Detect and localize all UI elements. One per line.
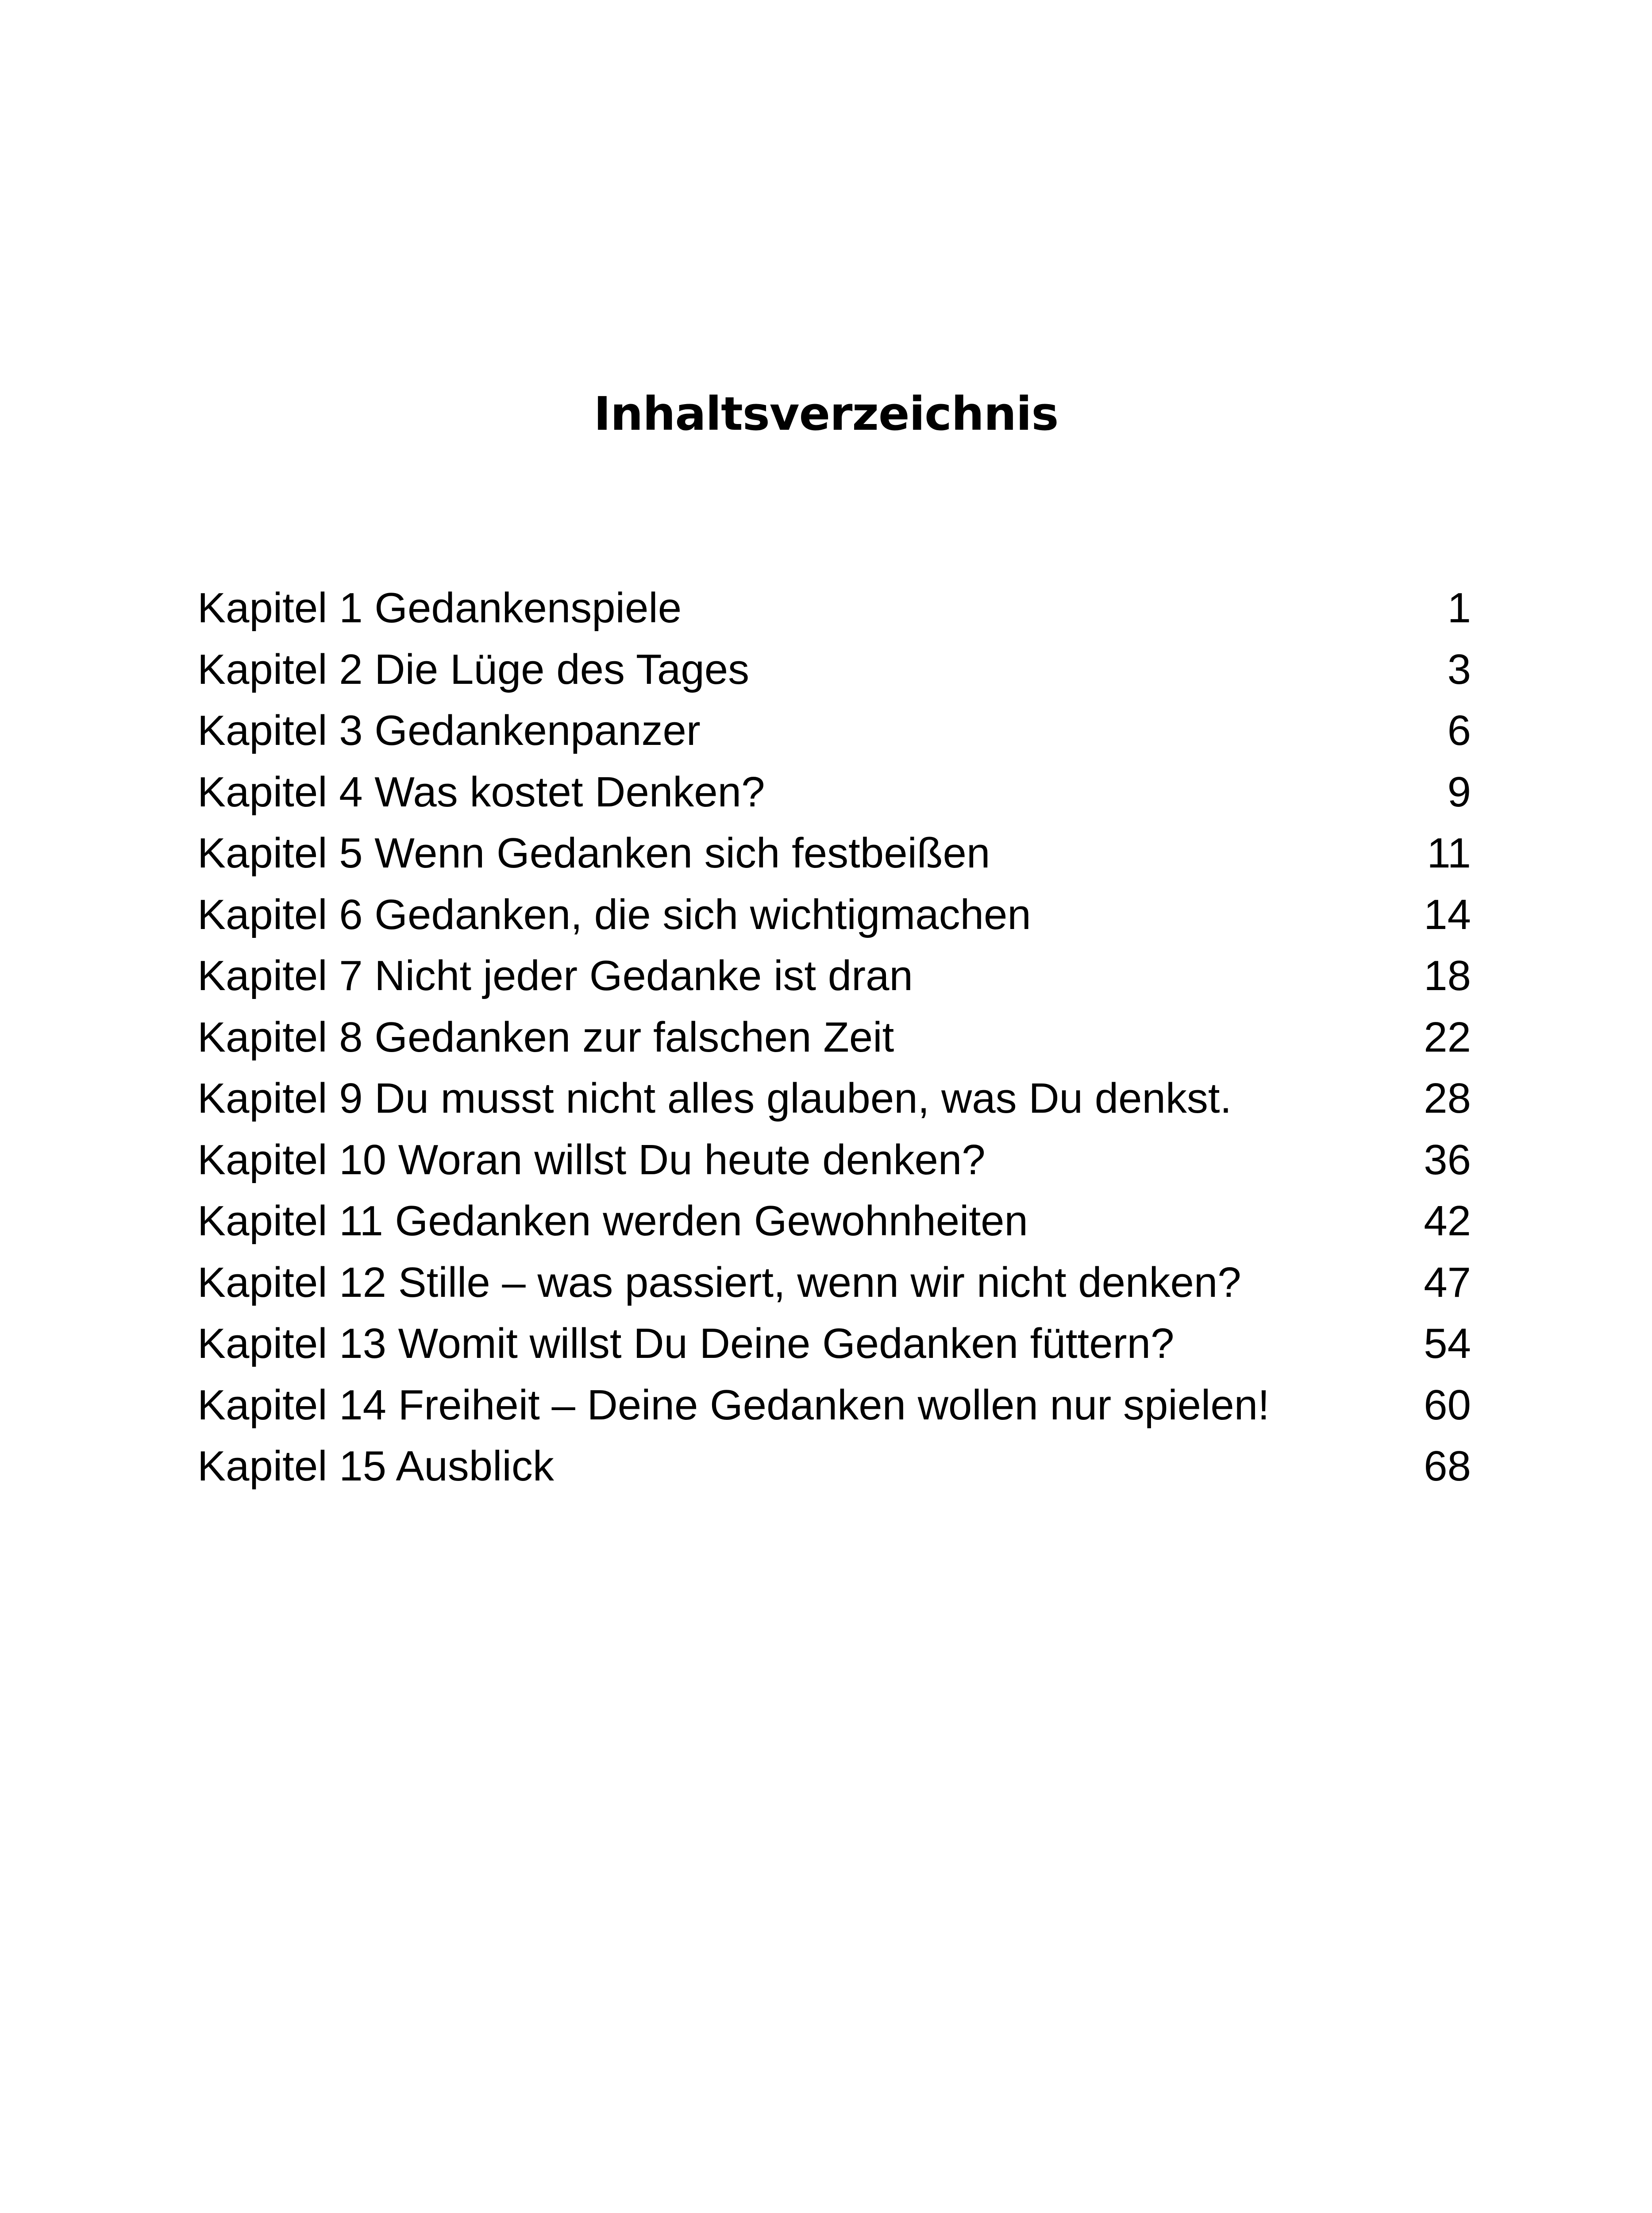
- toc-entry: [197, 1007, 1471, 1068]
- toc-entry-page-number: 18: [1424, 952, 1471, 999]
- toc-entry: [197, 762, 1471, 823]
- toc-entry: [197, 1252, 1471, 1314]
- toc-entry-label: Kapitel 5 Wenn Gedanken sich festbeißen: [197, 829, 990, 877]
- toc-entry-page-number: 6: [1447, 707, 1471, 754]
- toc-entry: [197, 1068, 1471, 1130]
- toc-entry-page-number: 60: [1424, 1381, 1471, 1429]
- toc-entry-label: Kapitel 4 Was kostet Denken?: [197, 768, 765, 816]
- toc-entry-label: Kapitel 14 Freiheit – Deine Gedanken wollen nur spielen!: [197, 1381, 1270, 1429]
- toc-entry-label: Kapitel 8 Gedanken zur falschen Zeit: [197, 1013, 894, 1061]
- toc-entry-page-number: 9: [1447, 768, 1471, 816]
- toc-entry-label: Kapitel 13 Womit willst Du Deine Gedanken füttern?: [197, 1320, 1174, 1367]
- toc-entry: [197, 639, 1471, 701]
- toc-entry-label: Kapitel 3 Gedankenpanzer: [197, 707, 701, 754]
- toc-entry-label: Kapitel 11 Gedanken werden Gewohnheiten: [197, 1197, 1028, 1245]
- toc-entry-page-number: 28: [1424, 1075, 1471, 1122]
- toc-entry: [197, 823, 1471, 884]
- toc-entry: [197, 945, 1471, 1007]
- toc-entry-page-number: 22: [1424, 1013, 1471, 1061]
- toc-entry: [197, 578, 1471, 639]
- toc-entry: [197, 1436, 1471, 1497]
- toc-entry: [197, 1375, 1471, 1436]
- toc-entry-label: Kapitel 15 Ausblick: [197, 1442, 554, 1490]
- toc-entry-page-number: 42: [1424, 1197, 1471, 1245]
- toc-entry: [197, 1191, 1471, 1252]
- toc-entry-page-number: 47: [1424, 1258, 1471, 1306]
- toc-entry-page-number: 36: [1424, 1136, 1471, 1184]
- toc-entry-label: Kapitel 6 Gedanken, die sich wichtigmachen: [197, 891, 1031, 938]
- toc-entry-label: Kapitel 7 Nicht jeder Gedanke ist dran: [197, 952, 913, 999]
- toc-entry-label: Kapitel 9 Du musst nicht alles glauben, was Du denkst.: [197, 1075, 1232, 1122]
- toc-entry: [197, 1313, 1471, 1375]
- toc-entry-page-number: 3: [1447, 645, 1471, 693]
- toc-entry: [197, 1130, 1471, 1191]
- toc-entry-page-number: 54: [1424, 1320, 1471, 1367]
- page-title: Inhaltsverzeichnis: [593, 387, 1059, 441]
- toc-entry: [197, 884, 1471, 946]
- toc-entry-page-number: 11: [1427, 829, 1471, 877]
- toc-entry-page-number: 14: [1424, 891, 1471, 938]
- toc-entry-label: Kapitel 2 Die Lüge des Tages: [197, 645, 750, 693]
- toc-entry: [197, 700, 1471, 762]
- table-of-contents: [197, 578, 1471, 1497]
- toc-entry-label: Kapitel 1 Gedankenspiele: [197, 584, 682, 632]
- toc-entry-label: Kapitel 10 Woran willst Du heute denken?: [197, 1136, 986, 1184]
- toc-entry-page-number: 1: [1447, 584, 1471, 632]
- toc-entry-label: Kapitel 12 Stille – was passiert, wenn wir nicht denken?: [197, 1258, 1241, 1306]
- toc-entry-page-number: 68: [1424, 1442, 1471, 1490]
